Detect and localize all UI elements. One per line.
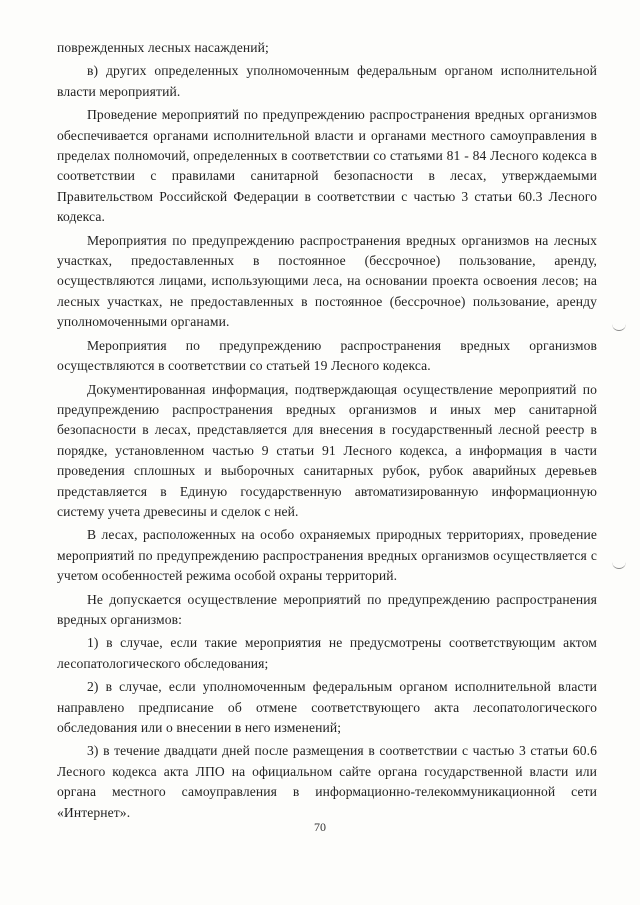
paragraph-7: В лесах, расположенных на особо охраняемых природных территориях, проведение мероприятий по предупреждению распространения вредных организмов осуществляется с учетом особенностей режима особой охраны территорий. xyxy=(57,527,597,584)
paragraph-4: Мероприятия по предупреждению распространения вредных организмов на лесных участках, предоставленных в постоянное (бессрочное) пользование, аренду, осуществляются лицами, использующими леса, на основании проекта освоения лесов; на лесных участках, не предоставленных в постоянное (бессрочное) пользование, аренду уполномоченными органами. xyxy=(57,232,597,330)
list-item-3: 3) в течение двадцати дней после размещения в соответствии с частью 3 статьи 60.6 Лесного кодекса акта ЛПО на официальном сайте органа государственной власти или органа местного самоуправления в информационно-телекоммуникационной сети «Интернет». xyxy=(57,743,597,820)
paragraph-8: Не допускается осуществление мероприятий по предупреждению распространения вредных организмов: xyxy=(57,591,597,627)
document-body xyxy=(57,38,597,826)
paragraph-3: Проведение мероприятий по предупреждению распространения вредных организмов обеспечивается органами исполнительной власти и органами местного самоуправления в пределах полномочий, определенных в соответствии со статьями 81 - 84 Лесного кодекса в соответствии с правилами санитарной безопасности в лесах, утверждаемыми Правительством Российской Федерации в соответствии с частью 3 статьи 60.3 Лесного кодекса. xyxy=(57,107,597,225)
paragraph-1: поврежденных лесных насаждений; xyxy=(57,40,269,55)
page-number: 70 xyxy=(314,820,326,834)
binding-mark-upper xyxy=(612,322,626,331)
paragraph-5: Мероприятия по предупреждению распространения вредных организмов осуществляются в соответствии со статьей 19 Лесного кодекса. xyxy=(57,337,597,374)
paragraph-6: Документированная информация, подтверждающая осуществление мероприятий по предупреждению распространения вредных организмов и иных мер санитарной безопасности в лесах, представляется для внесения в государственный лесной реестр в порядке, установленном частью 9 статьи 91 Лесного кодекса, а информация в части проведения сплошных и выборочных санитарных рубок, рубок аварийных деревьев представляется в Единую государственную автоматизированную информационную систему учета древесины и сделок с ней. xyxy=(57,381,597,519)
binding-mark-lower xyxy=(612,560,626,569)
paragraph-2: в) других определенных уполномоченным федеральным органом исполнительной власти мероприятий. xyxy=(57,63,597,99)
list-item-2: 2) в случае, если уполномоченным федеральным органом исполнительной власти направлено предписание об отмене соответствующего акта лесопатологического обследования или о внесении в него изменений; xyxy=(57,679,597,735)
list-item-1: 1) в случае, если такие мероприятия не предусмотрены соответствующим актом лесопатологического обследования; xyxy=(57,635,597,671)
